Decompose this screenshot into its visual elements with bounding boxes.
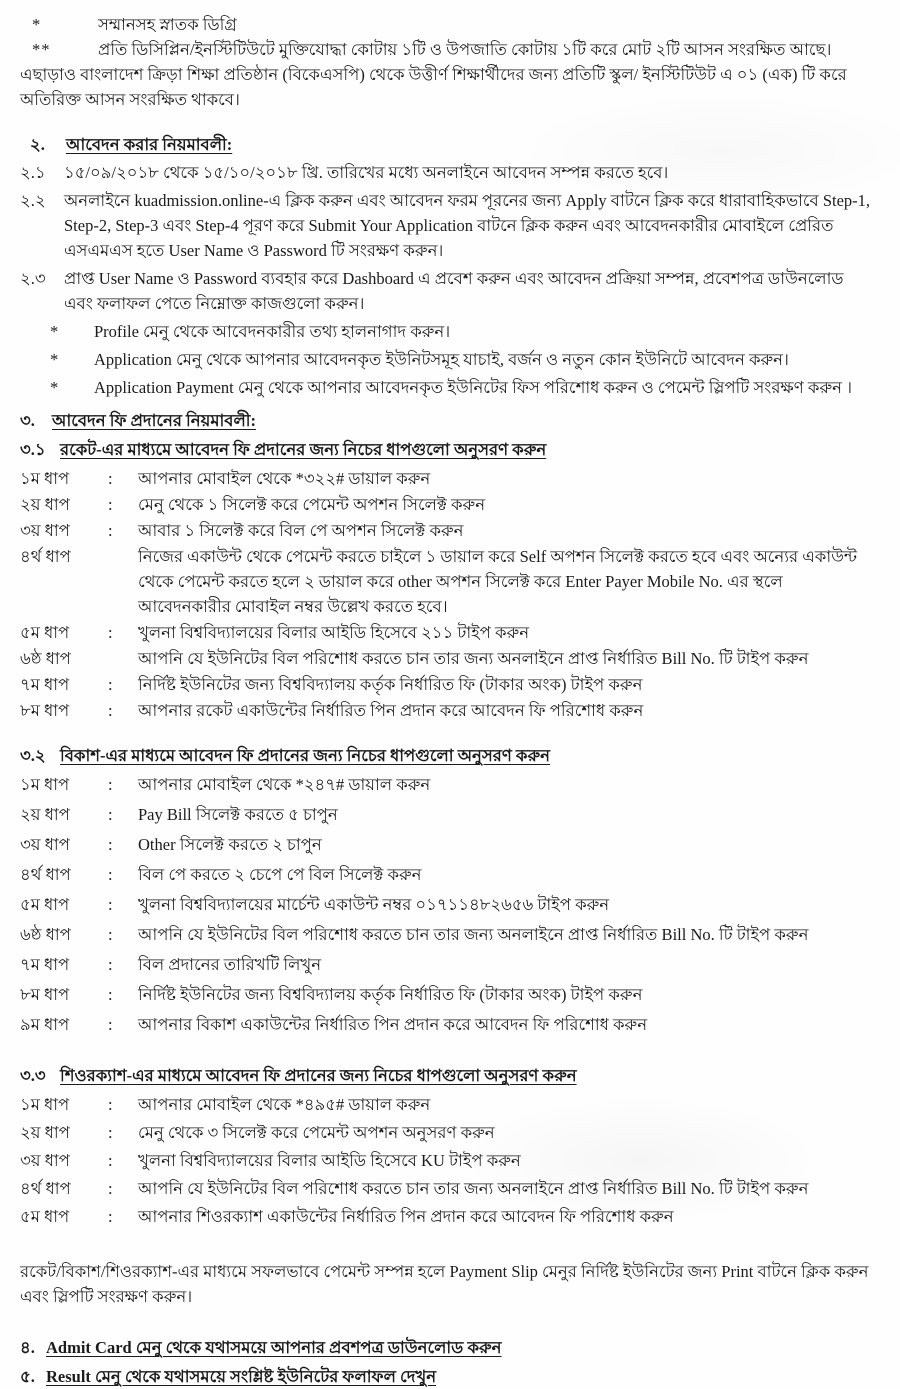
step-text: নির্দিষ্ট ইউনিটের জন্য বিশ্ববিদ্যালয় কর্তৃক নির্ধারিত ফি (টাকার অংক) টাইপ করুন	[138, 675, 643, 694]
step-text: নিজের একাউন্ট থেকে পেমেন্ট করতে চাইলে ১ ডায়াল করে Self অপশন সিলেক্ট করতে হবে এবং অন্যের একাউন্ট থেকে পেমেন্ট করতে হলে ২ ডায়াল করে other অপশন সিলেক্ট করে Enter Payer Mobile No. এর স্থলে আবেদনকারীর মোবাইল নম্বর উল্লেখ করতে হবে।	[138, 547, 857, 616]
subsection-3-2-title: বিকাশ-এর মাধ্যমে আবেদন ফি প্রদানের জন্য নিচের ধাপগুলো অনুসরণ করুন	[60, 746, 550, 765]
step-label: ৭ম ধাপ	[20, 955, 70, 974]
step-label: ৮ম ধাপ	[20, 701, 70, 720]
step-label: ৫ম ধাপ	[20, 895, 70, 914]
step-text: আপনার মোবাইল থেকে *৪৯৫# ডায়াল করুন	[138, 1095, 431, 1114]
step-text: খুলনা বিশ্ববিদ্যালয়ের বিলার আইডি হিসেবে ২১১ টাইপ করুন	[138, 623, 530, 642]
footnotes-block	[20, 12, 878, 62]
instruction-text: প্রাপ্ত User Name ও Password ব্যবহার করে Dashboard এ প্রবেশ করুন এবং আবেদন প্রক্রিয়া সম্পন্ন, প্রবেশপত্র ডাউনলোড এবং ফলাফল পেতে নিম্নোক্ত কাজগুলো করুন।	[64, 269, 844, 313]
step-text: আপনি যে ইউনিটের বিল পরিশোধ করতে চান তার জন্য অনলাইনে প্রাপ্ত নির্ধারিত Bill No. টি টাইপ করুন	[138, 1179, 809, 1198]
subsection-3-1-rocket-heading	[20, 437, 878, 462]
payment-step-row	[20, 1204, 878, 1229]
step-colon: :	[108, 775, 113, 794]
instruction-text: ১৫/০৯/২০১৮ থেকে ১৫/১০/২০১৮ খ্রি. তারিখের মধ্যে অনলাইনে আবেদন সম্পন্ন করতে হবে।	[64, 163, 669, 182]
payment-step-row	[20, 466, 878, 491]
menu-bullet-text: Application মেনু থেকে আপনার আবেদনকৃত ইউনিটসমূহ যাচাই, বর্জন ও নতুন কোন ইউনিটে আবেদন করুন।	[94, 350, 789, 369]
step-text: আবার ১ সিলেক্ট করে বিল পে অপশন সিলেক্ট করুন	[138, 521, 464, 540]
payment-step-row	[20, 862, 878, 887]
step-label: ৬ষ্ঠ ধাপ	[20, 649, 71, 668]
step-label: ৪র্থ ধাপ	[20, 547, 71, 566]
footnote-marker: **	[32, 40, 51, 59]
section-3-heading	[20, 408, 878, 433]
footnote-row	[20, 37, 878, 62]
payment-step-row	[20, 672, 878, 697]
step-text: আপনার বিকাশ একাউন্টের নির্ধারিত পিন প্রদান করে আবেদন ফি পরিশোধ করুন	[138, 1015, 648, 1034]
payment-step-row	[20, 952, 878, 977]
step-colon: :	[108, 925, 113, 944]
step-colon: :	[108, 1151, 113, 1170]
section-4-admit-card-line	[20, 1335, 878, 1360]
section-2-number: ২.	[30, 135, 45, 154]
section-2-items	[20, 160, 878, 316]
payment-step-row	[20, 518, 878, 543]
payment-step-row	[20, 1012, 878, 1037]
subsection-3-1-title: রকেট-এর মাধ্যমে আবেদন ফি প্রদানের জন্য নিচের ধাপগুলো অনুসরণ করুন	[60, 440, 547, 459]
section-2-heading	[20, 132, 878, 157]
footnote-text: সম্মানসহ স্নাতক ডিগ্রি	[98, 15, 237, 34]
instruction-number: ২.২	[20, 191, 46, 210]
step-colon: :	[108, 895, 113, 914]
step-colon: :	[108, 495, 113, 514]
footnote-marker: *	[32, 15, 42, 34]
step-colon: :	[108, 985, 113, 1004]
step-colon: :	[108, 521, 113, 540]
step-text: নির্দিষ্ট ইউনিটের জন্য বিশ্ববিদ্যালয় কর্তৃক নির্ধারিত ফি (টাকার অংক) টাইপ করুন	[138, 985, 643, 1004]
step-colon: :	[108, 805, 113, 824]
step-label: ৪র্থ ধাপ	[20, 865, 71, 884]
step-text: খুলনা বিশ্ববিদ্যালয়ের বিলার আইডি হিসেবে KU টাইপ করুন	[138, 1151, 521, 1170]
step-text: আপনার শিওরক্যাশ একাউন্টের নির্ধারিত পিন প্রদান করে আবেদন ফি পরিশোধ করুন	[138, 1207, 674, 1226]
section-5-text: Result মেনু থেকে যথাসময়ে সংশ্লিষ্ট ইউনিটের ফলাফল দেখুন	[46, 1367, 437, 1386]
step-label: ৫ম ধাপ	[20, 623, 70, 642]
step-text: বিল পে করতে ২ চেপে পে বিল সিলেক্ট করুন	[138, 865, 422, 884]
subsection-3-3-number: ৩.৩	[20, 1066, 46, 1085]
step-colon: :	[108, 469, 113, 488]
rocket-steps-list	[20, 466, 878, 723]
section-2-bullets	[20, 319, 878, 400]
step-label: ৪র্থ ধাপ	[20, 1179, 71, 1198]
payment-step-row	[20, 646, 878, 671]
subsection-3-2-bkash-heading	[20, 743, 878, 768]
step-colon: :	[108, 623, 113, 642]
step-text: আপনি যে ইউনিটের বিল পরিশোধ করতে চান তার জন্য অনলাইনে প্রাপ্ত নির্ধারিত Bill No. টি টাইপ করুন	[138, 649, 809, 668]
step-text: মেনু থেকে ১ সিলেক্ট করে পেমেন্ট অপশন সিলেক্ট করুন	[138, 495, 486, 514]
menu-bullet-row	[20, 375, 878, 400]
payment-step-row	[20, 922, 878, 947]
payment-step-row	[20, 832, 878, 857]
subsection-3-2-number: ৩.২	[20, 746, 46, 765]
payment-step-row	[20, 620, 878, 645]
step-text: Other সিলেক্ট করতে ২ চাপুন	[138, 835, 322, 854]
step-colon: :	[108, 955, 113, 974]
menu-bullet-row	[20, 347, 878, 372]
asterisk-marker: *	[50, 322, 59, 341]
section-4-text: Admit Card মেনু থেকে যথাসময়ে আপনার প্রবশপত্র ডাউনলোড করুন	[46, 1338, 502, 1357]
payment-slip-closing-note: রকেট/বিকাশ/শিওরক্যাশ-এর মাধ্যমে সফলভাবে পেমেন্ট সম্পন্ন হলে Payment Slip মেনুর নির্দিষ্ট ইউনিটের জন্য Print বাটনে ক্লিক করুন এবং স্লিপটি সংরক্ষণ করুন।	[20, 1262, 869, 1306]
step-text: আপনার মোবাইল থেকে *৩২২# ডায়াল করুন	[138, 469, 431, 488]
numbered-instruction-row	[20, 266, 878, 316]
step-colon: :	[108, 865, 113, 884]
payment-step-row	[20, 982, 878, 1007]
subsection-3-1-number: ৩.১	[20, 440, 46, 459]
bkash-steps-list	[20, 772, 878, 1037]
step-label: ১ম ধাপ	[20, 775, 70, 794]
step-colon: :	[108, 1207, 113, 1226]
step-colon: :	[108, 1123, 113, 1142]
bksp-extra-seat-note: এছাড়াও বাংলাদেশ ক্রিড়া শিক্ষা প্রতিষ্ঠান (বিকেএসপি) থেকে উত্তীর্ণ শিক্ষার্থীদের জন্য প্রতিটি স্কুল/ ইনস্টিটিউট এ ০১ (এক) টি করে অতিরিক্ত আসন সংরক্ষিত থাকবে।	[20, 65, 847, 109]
step-label: ৯ম ধাপ	[20, 1015, 70, 1034]
step-text: বিল প্রদানের তারিখটি লিখুন	[138, 955, 322, 974]
numbered-instruction-row	[20, 188, 878, 263]
step-label: ৮ম ধাপ	[20, 985, 70, 1004]
section-2-title: আবেদন করার নিয়মাবলী:	[66, 135, 233, 154]
payment-step-row	[20, 1120, 878, 1145]
subsection-3-3-title: শিওরক্যাশ-এর মাধ্যমে আবেদন ফি প্রদানের জন্য নিচের ধাপগুলো অনুসরণ করুন	[60, 1066, 577, 1085]
step-label: ২য় ধাপ	[20, 495, 70, 514]
step-colon: :	[108, 675, 113, 694]
step-label: ৩য় ধাপ	[20, 521, 70, 540]
step-text: Pay Bill সিলেক্ট করতে ৫ চাপুন	[138, 805, 338, 824]
step-text: খুলনা বিশ্ববিদ্যালয়ের মার্চেন্ট একাউন্ট নম্বর ০১৭১১৪৮২৬৫৬ টাইপ করুন	[138, 895, 610, 914]
step-label: ৩য় ধাপ	[20, 1151, 70, 1170]
section-4-number: ৪.	[20, 1338, 35, 1357]
step-label: ১ম ধাপ	[20, 469, 70, 488]
step-colon: :	[108, 1095, 113, 1114]
footnote-text: প্রতি ডিসিপ্লিন/ইনস্টিটিউটে মুক্তিযোদ্ধা কোটায় ১টি ও উপজাতি কোটায় ১টি করে মোট ২টি আসন সংরক্ষিত আছে।	[98, 40, 832, 59]
section-3-number: ৩.	[20, 411, 35, 430]
payment-step-row	[20, 1092, 878, 1117]
step-label: ১ম ধাপ	[20, 1095, 70, 1114]
menu-bullet-text: Application Payment মেনু থেকে আপনার আবেদনকৃত ইউনিটের ফিস পরিশোধ করুন ও পেমেন্ট স্লিপটি সংরক্ষণ করুন ।	[94, 378, 852, 397]
surecash-steps-list	[20, 1092, 878, 1229]
step-colon: :	[108, 835, 113, 854]
asterisk-marker: *	[50, 378, 59, 397]
step-text: মেনু থেকে ৩ সিলেক্ট করে পেমেন্ট অপশন অনুসরণ করুন	[138, 1123, 495, 1142]
step-label: ৫ম ধাপ	[20, 1207, 70, 1226]
payment-step-row	[20, 802, 878, 827]
instruction-text: অনলাইনে kuadmission.online-এ ক্লিক করুন এবং আবেদন ফরম পূরনের জন্য Apply বাটনে ক্লিক করে ধারাবাহিকভাবে Step-1, Step-2, Step-3 এবং Step-4 পূরণ করে Submit Your Application বাটনে ক্লিক করুন এবং আবেদনকারীর মোবাইলে প্রেরিত এসএমএস হতে User Name ও Password টি সংরক্ষণ করুন।	[64, 191, 871, 260]
payment-step-row	[20, 892, 878, 917]
step-label: ২য় ধাপ	[20, 805, 70, 824]
menu-bullet-row	[20, 319, 878, 344]
step-label: ৬ষ্ঠ ধাপ	[20, 925, 71, 944]
payment-step-row	[20, 772, 878, 797]
section-3-title: আবেদন ফি প্রদানের নিয়মাবলী:	[52, 411, 256, 430]
instruction-number: ২.৩	[20, 269, 46, 288]
step-colon: :	[108, 1179, 113, 1198]
payment-step-row	[20, 492, 878, 517]
step-colon: :	[108, 1015, 113, 1034]
payment-step-row	[20, 544, 878, 619]
section-5-result-line	[20, 1364, 878, 1389]
menu-bullet-text: Profile মেনু থেকে আবেদনকারীর তথ্য হালনাগাদ করুন।	[94, 322, 451, 341]
step-text: আপনি যে ইউনিটের বিল পরিশোধ করতে চান তার জন্য অনলাইনে প্রাপ্ত নির্ধারিত Bill No. টি টাইপ করুন	[138, 925, 809, 944]
step-text: আপনার রকেট একাউন্টের নির্ধারিত পিন প্রদান করে আবেদন ফি পরিশোধ করুন	[138, 701, 644, 720]
numbered-instruction-row	[20, 160, 878, 185]
step-text: আপনার মোবাইল থেকে *২৪৭# ডায়াল করুন	[138, 775, 431, 794]
section-5-number: ৫.	[20, 1367, 35, 1386]
step-label: ৩য় ধাপ	[20, 835, 70, 854]
footnote-row	[20, 12, 878, 37]
asterisk-marker: *	[50, 350, 59, 369]
subsection-3-3-surecash-heading	[20, 1063, 878, 1088]
step-colon: :	[108, 701, 113, 720]
payment-step-row	[20, 1148, 878, 1173]
step-label: ২য় ধাপ	[20, 1123, 70, 1142]
instruction-number: ২.১	[20, 163, 46, 182]
payment-step-row	[20, 698, 878, 723]
step-label: ৭ম ধাপ	[20, 675, 70, 694]
payment-step-row	[20, 1176, 878, 1201]
